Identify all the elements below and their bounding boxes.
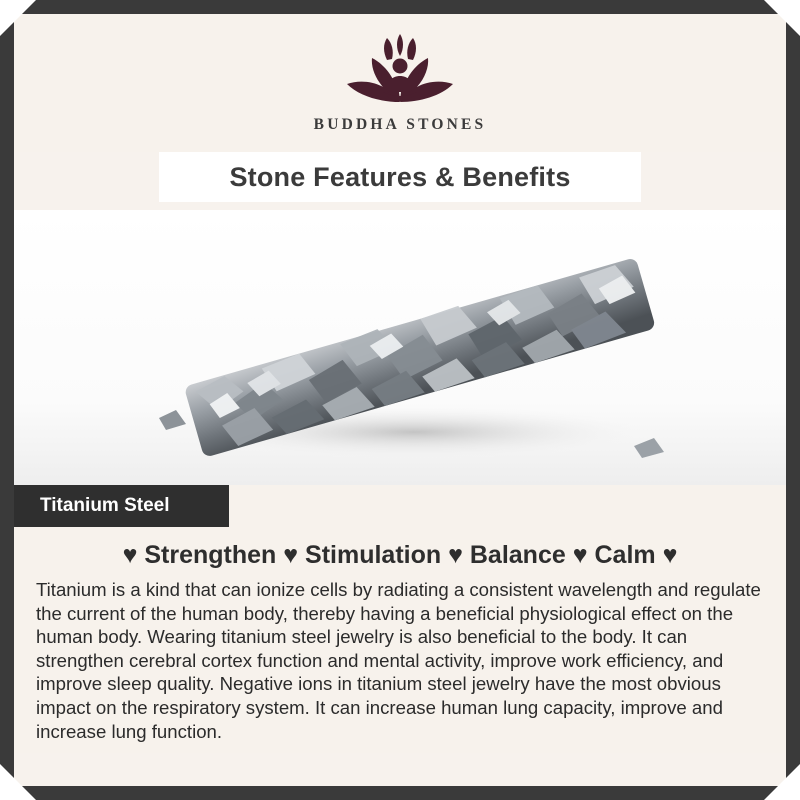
corner-decoration-top-left — [0, 0, 36, 36]
body-section — [14, 527, 786, 753]
titanium-steel-photo — [14, 210, 786, 485]
brand-name: BUDDHA STONES — [313, 116, 487, 133]
corner-decoration-bottom-right — [764, 764, 800, 800]
product-label: Titanium Steel — [14, 485, 229, 527]
title-band — [159, 152, 641, 202]
corner-decoration-top-right — [764, 0, 800, 36]
hero-image — [14, 210, 786, 485]
brand-header — [14, 14, 786, 152]
title-band-wrapper — [14, 152, 786, 210]
page-title: Stone Features & Benefits — [229, 161, 571, 192]
benefits-line: ♥ Strengthen ♥ Stimulation ♥ Balance ♥ Calm ♥ — [122, 541, 678, 569]
corner-decoration-bottom-left — [0, 764, 36, 800]
description-text: Titanium is a kind that can ionize cells by radiating a consistent wavelength and regulate the current of the human body, thereby having a beneficial physiological effect on the human body. Wearing titanium steel jewelry is also beneficial to the body. It can strengthen cerebral cortex function and mental activity, improve work efficiency, and improve sleep quality. Negative ions in titanium steel jewelry have the most obvious impact on the respiratory system. It can increase human lung capacity, improve and increase lung function. — [36, 579, 761, 742]
poster-content — [14, 14, 786, 786]
caption-bar — [14, 485, 786, 527]
lotus-meditation-icon — [325, 30, 475, 114]
